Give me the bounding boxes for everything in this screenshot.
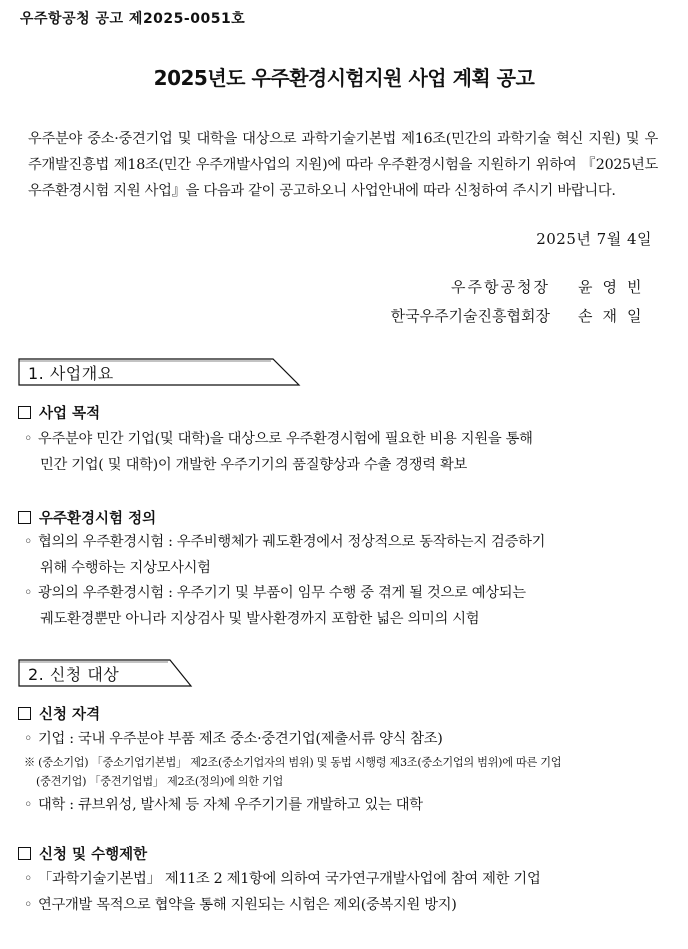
list-item-text: 광의의 우주환경시험 : 우주기기 및 부품이 임무 수행 중 겪게 될 것으로 예상되는 [38, 585, 526, 601]
list-item-text: 우주분야 민간 기업(및 대학)을 대상으로 우주환경시험에 필요한 비용 지원을 통해 [38, 431, 533, 447]
section-title: 1. 사업개요 [28, 364, 114, 383]
list-item [24, 866, 654, 892]
list-item [24, 529, 654, 581]
list-item-text: 연구개발 목적으로 협약을 통해 지원되는 시험은 제외(중복지원 방지) [38, 897, 457, 913]
note-line-1: ※ (중소기업) 「중소기업기본법」 제2조(중소기업자의 범위) 및 동법 시행령 제3조(중소기업의 범위)에 따른 기업 [24, 756, 562, 769]
bullet-icon: ◦ [24, 731, 33, 747]
signatory-name: 윤영빈 [578, 278, 652, 296]
heading-eligibility [18, 703, 100, 724]
bullet-icon: ◦ [24, 797, 33, 813]
square-bullet-icon [18, 511, 31, 524]
heading-text: 우주환경시험 정의 [39, 511, 157, 527]
square-bullet-icon [18, 406, 31, 419]
list-item-text: 기업 : 국내 우주분야 부품 제조 중소·중견기업(제출서류 양식 참조) [38, 731, 443, 747]
signatory-org: 한국우주기술진흥협회장 [390, 307, 550, 325]
list-item [24, 792, 654, 818]
bullet-icon: ◦ [24, 897, 33, 913]
heading-definition [18, 507, 156, 528]
list-item-text: 협의의 우주환경시험 : 우주비행체가 궤도환경에서 정상적으로 동작하는지 검증하기 [38, 534, 546, 550]
list-item-text: 「과학기술기본법」 제11조 2 제1항에 의하여 국가연구개발사업에 참여 제한 기업 [38, 871, 541, 887]
signatory-2 [0, 305, 688, 329]
bullet-icon: ◦ [24, 871, 33, 887]
notice-number: 우주항공청 공고 제2025-0051호 [20, 11, 246, 27]
list-item [24, 726, 654, 752]
list-item-continuation: 민간 기업( 및 대학)이 개발한 우주기기의 품질향상과 수출 경쟁력 확보 [40, 457, 468, 473]
list-item-continuation: 위해 수행하는 지상모사시험 [40, 560, 211, 576]
heading-purpose [18, 402, 100, 423]
section-title: 2. 신청 대상 [28, 665, 120, 684]
heading-text: 신청 자격 [39, 707, 101, 723]
square-bullet-icon [18, 707, 31, 720]
signatory-name: 손재일 [578, 307, 652, 325]
section-header-2 [18, 659, 193, 687]
announcement-date: 2025년 7월 4일 [536, 230, 652, 248]
list-item [24, 580, 654, 632]
square-bullet-icon [18, 847, 31, 860]
list-item-text: 대학 : 큐브위성, 발사체 등 자체 우주기기를 개발하고 있는 대학 [38, 797, 423, 813]
list-item [24, 426, 654, 478]
bullet-icon: ◦ [24, 585, 33, 601]
intro-paragraph: 우주분야 중소·중견기업 및 대학을 대상으로 과학기술기본법 제16조(민간의 과학기술 혁신 지원) 및 우주개발진흥법 제18조(민간 우주개발사업의 지원)에 따라 우주환경시험을 지원하기 위하여 『2025년도 우주환경시험 지원 사업』을 다음과 같이 공고하오니 사업안내에 따라 신청하여 주시기 바랍니다. [28, 131, 658, 199]
heading-text: 사업 목적 [39, 406, 101, 422]
bullet-icon: ◦ [24, 431, 33, 447]
document-title: 2025년도 우주환경시험지원 사업 계획 공고 [153, 66, 535, 90]
note-line-2: (중견기업) 「중견기업법」 제2조(정의)에 의한 기업 [36, 775, 284, 788]
signatory-org: 우주항공청장 [451, 278, 550, 296]
heading-text: 신청 및 수행제한 [39, 847, 148, 863]
list-item [24, 892, 654, 918]
eligibility-note [24, 753, 654, 791]
section-header-1 [18, 358, 300, 386]
list-item-continuation: 궤도환경뿐만 아니라 지상검사 및 발사환경까지 포함한 넓은 의미의 시험 [40, 611, 480, 627]
bullet-icon: ◦ [24, 534, 33, 550]
signatory-1 [0, 276, 688, 300]
heading-restrictions [18, 843, 147, 864]
